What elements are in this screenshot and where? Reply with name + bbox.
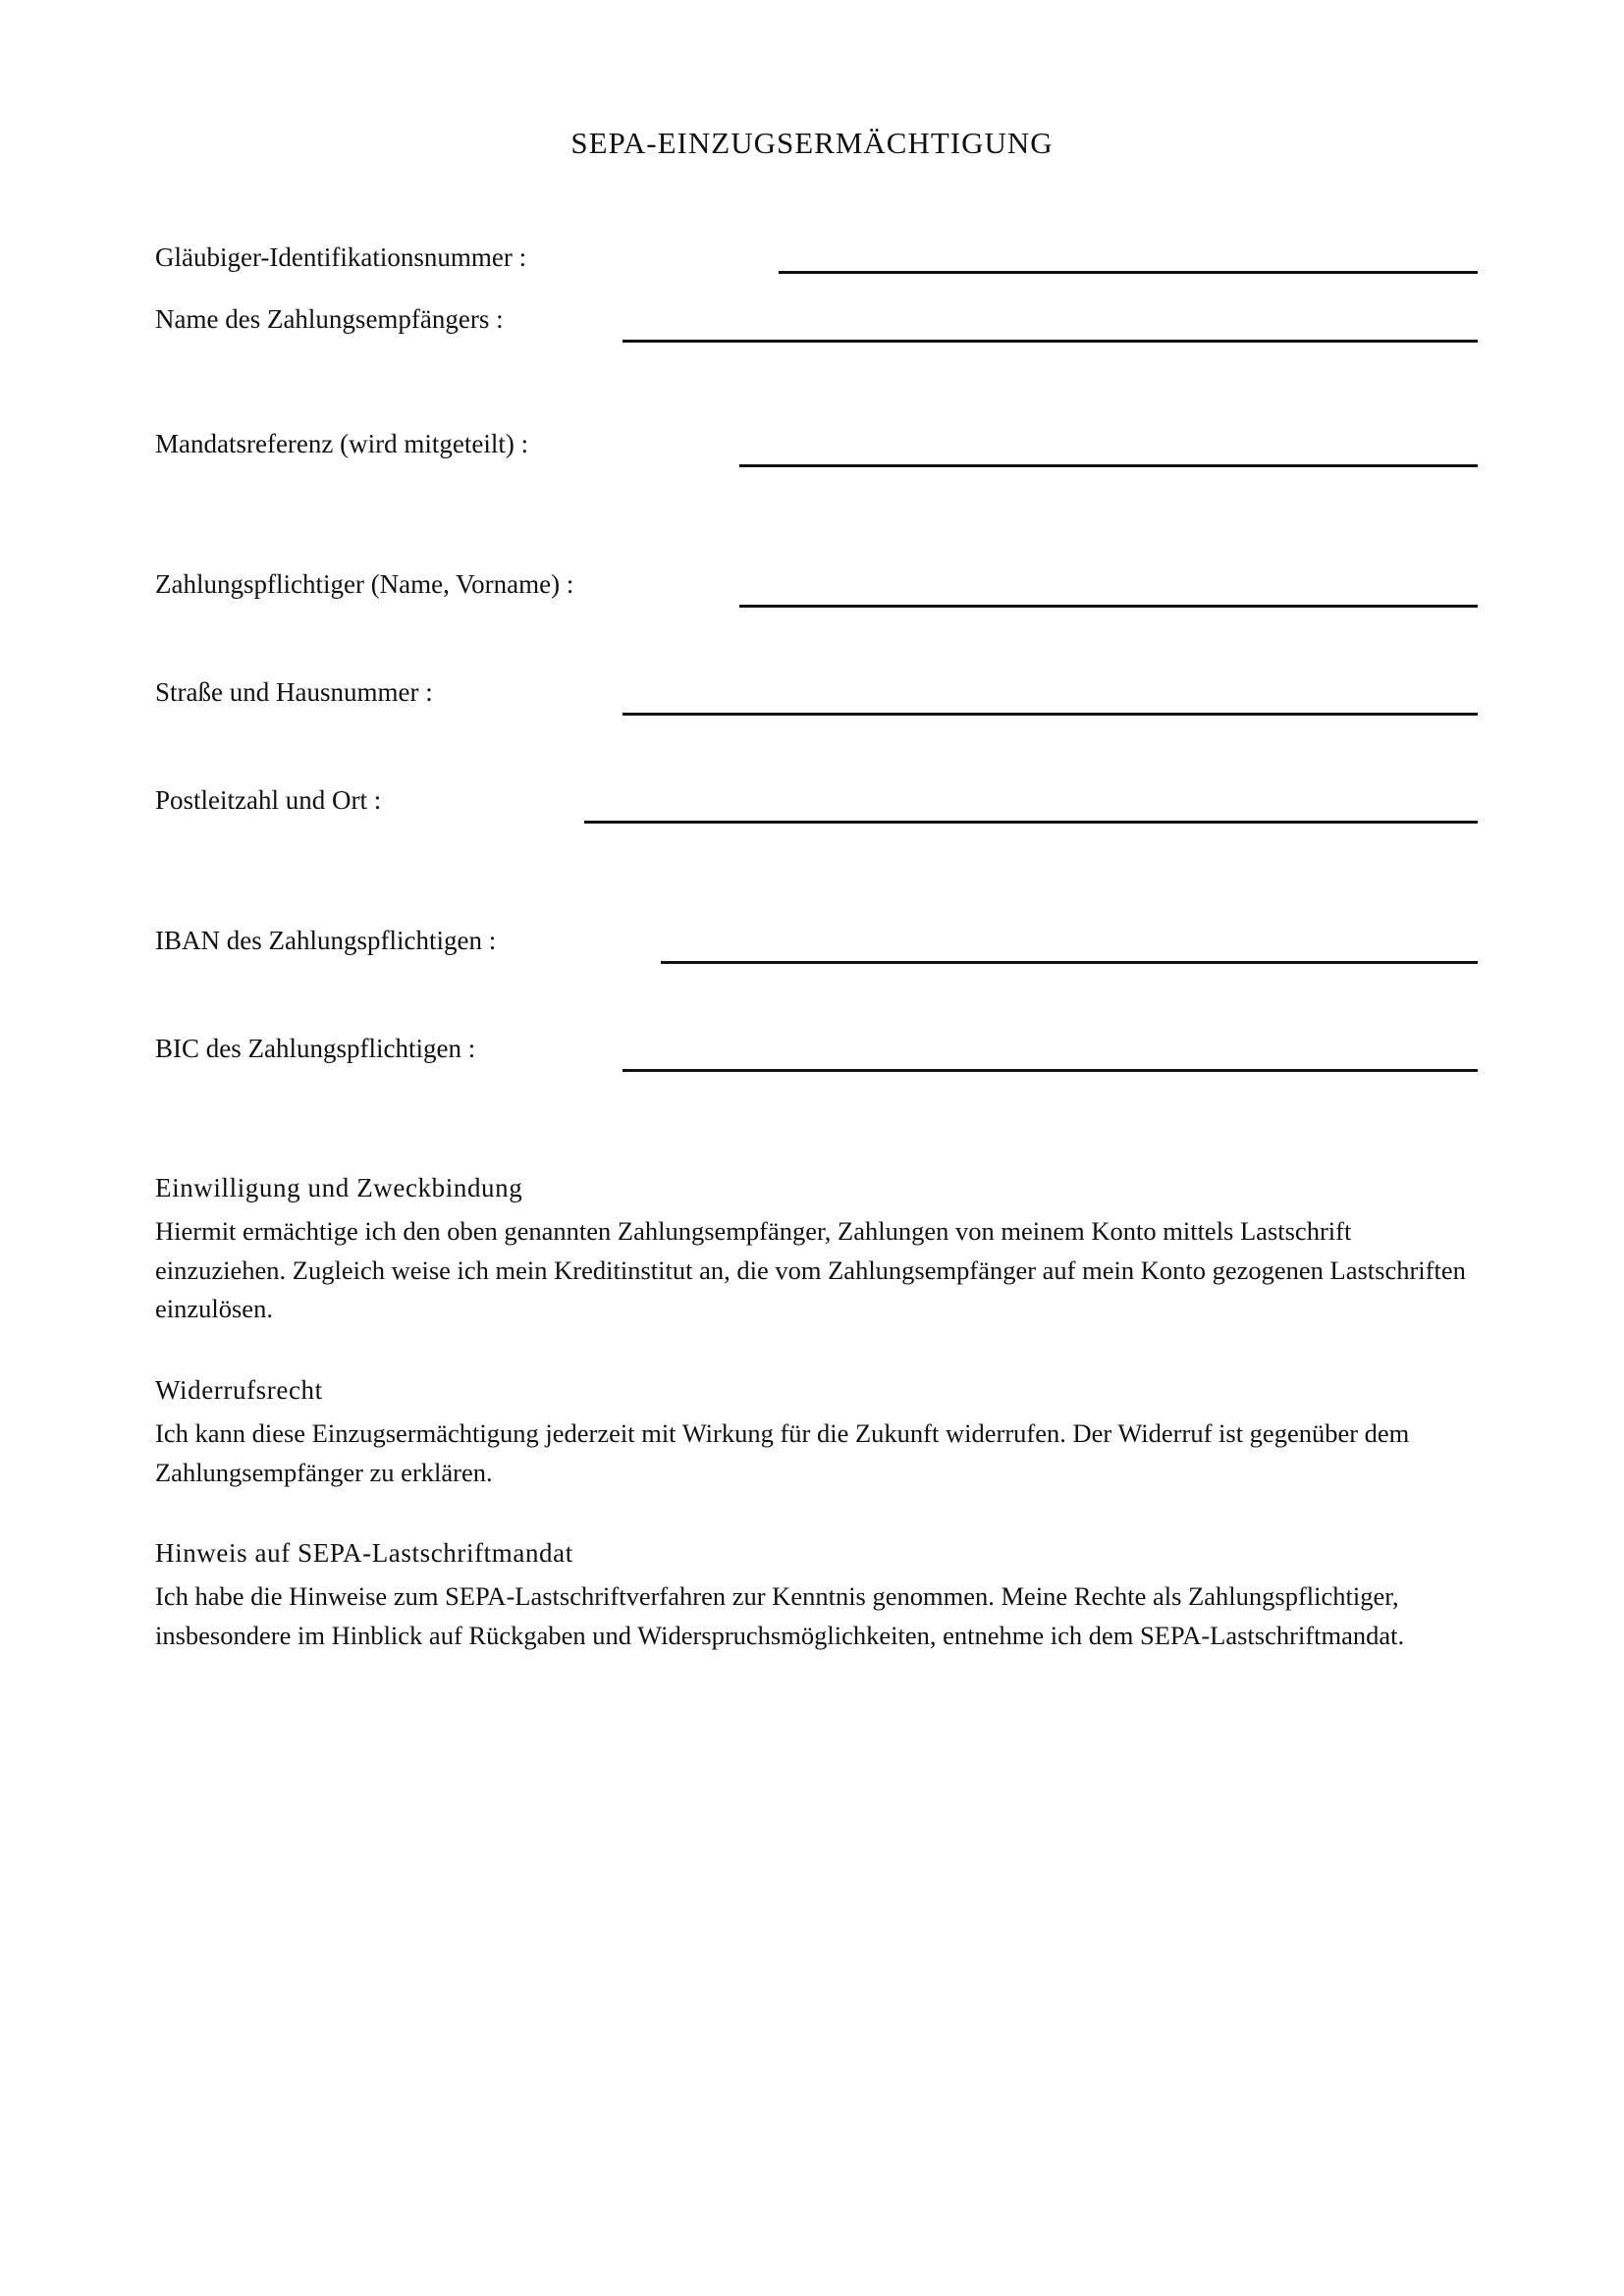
field-label: Zahlungspflichtiger (Name, Vorname) : (155, 569, 574, 599)
field-street (155, 675, 1478, 734)
payer-name-input-line[interactable] (739, 605, 1478, 608)
field-iban (155, 924, 1478, 983)
section-consent (155, 1171, 1481, 1329)
section-heading: Hinweis auf SEPA-Lastschriftmandat (155, 1538, 573, 1568)
field-payee-name (155, 302, 1478, 361)
section-text: Ich kann diese Einzugsermächtigung jederzeit mit Wirkung für die Zukunft widerrufen. Der Widerruf ist gegenüber dem Zahlungsempfänger zu erklären. (155, 1418, 1410, 1487)
document-title: SEPA-EINZUGSERMÄCHTIGUNG (570, 126, 1054, 160)
field-creditor-id (155, 240, 1478, 299)
creditor-id-input-line[interactable] (779, 271, 1478, 274)
field-mandate-reference (155, 427, 1478, 486)
field-label: BIC des Zahlungspflichtigen : (155, 1034, 476, 1063)
postal-city-input-line[interactable] (584, 821, 1478, 824)
field-label: Name des Zahlungsempfängers : (155, 304, 504, 334)
payee-name-input-line[interactable] (623, 340, 1478, 343)
field-payer-name (155, 567, 1478, 626)
street-input-line[interactable] (623, 713, 1478, 716)
field-bic (155, 1032, 1478, 1091)
section-text: Ich habe die Hinweise zum SEPA-Lastschriftverfahren zur Kenntnis genommen. Meine Rechte als Zahlungspflichtiger, insbesondere im Hinblick auf Rückgaben und Widerspruchsmöglichkeiten, entnehme ich dem SEPA-Lastschriftmandat. (155, 1581, 1405, 1650)
section-heading: Widerrufsrecht (155, 1375, 323, 1405)
field-label: IBAN des Zahlungspflichtigen : (155, 926, 497, 955)
field-label: Gläubiger-Identifikationsnummer : (155, 242, 527, 272)
iban-input-line[interactable] (661, 961, 1478, 964)
field-label: Straße und Hausnummer : (155, 677, 433, 707)
bic-input-line[interactable] (623, 1069, 1478, 1072)
section-heading: Einwilligung und Zweckbindung (155, 1173, 523, 1202)
field-postal-city (155, 783, 1478, 842)
mandate-reference-input-line[interactable] (739, 464, 1478, 467)
field-label: Mandatsreferenz (wird mitgeteilt) : (155, 429, 529, 458)
section-sepa-mandate-notice (155, 1536, 1481, 1655)
field-label: Postleitzahl und Ort : (155, 785, 382, 815)
section-revocation (155, 1373, 1481, 1492)
section-text: Hiermit ermächtige ich den oben genannten Zahlungsempfänger, Zahlungen von meinem Konto mittels Lastschrift einzuziehen. Zugleich weise ich mein Kreditinstitut an, die vom Zahlungsempfänger auf mein Konto gezogenen Lastschriften einzulösen. (155, 1216, 1466, 1323)
